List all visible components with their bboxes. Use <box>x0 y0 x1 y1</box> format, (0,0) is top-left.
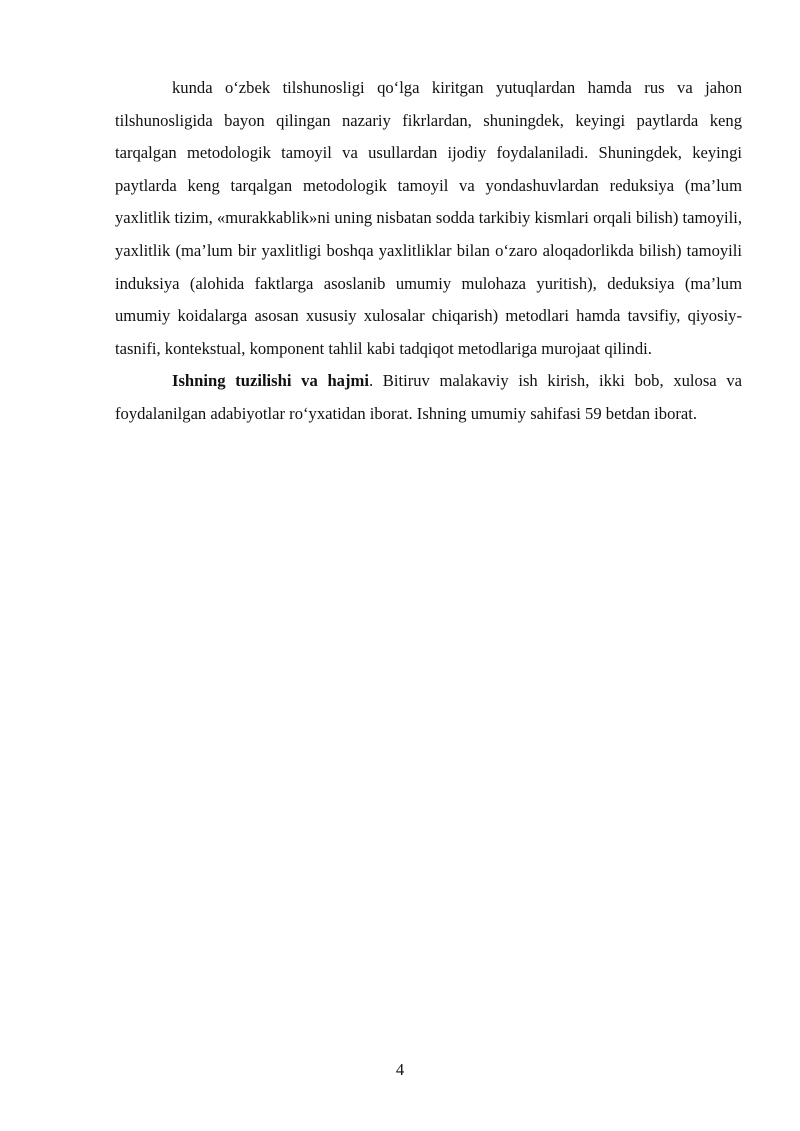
document-body <box>115 72 742 431</box>
paragraph-structure <box>115 365 742 430</box>
page-number: 4 <box>395 1060 405 1079</box>
section-heading-structure: Ishning tuzilishi va hajmi <box>172 371 369 391</box>
paragraph-methodology: kunda o‘zbek tilshunosligi qo‘lga kiritgan yutuqlardan hamda rus va jahon tilshunosligida bayon qilingan nazariy fikrlardan, shuningdek, keyingi paytlarda keng tarqalgan metodologik tamoyil va usullardan ijodiy foydalaniladi. Shuningdek, keyingi paytlarda keng tarqalgan metodologik tamoyil va yondashuvlardan reduksiya (ma’lum yaxlitlik tizim, «murakkablik»ni uning nisbatan sodda tarkibiy kismlari orqali bilish) tamoyili, yaxlitlik (ma’lum bir yaxlitligi boshqa yaxlitliklar bilan o‘zaro aloqadorlikda bilish) tamoyili induksiya (alohida faktlarga asoslanib umumiy mulohaza yuritish), deduksiya (ma’lum umumiy koidalarga asosan xususiy xulosalar chiqarish) metodlari hamda tavsifiy, qiyosiy-tasnifi, kontekstual, komponent tahlil kabi tadqiqot metodlariga murojaat qilindi. <box>115 78 742 358</box>
paragraph-structure-text: . Bitiruv malakaviy ish kirish, ikki bob, xulosa va foydalanilgan adabiyotlar ro‘yxatidan iborat. Ishning umumiy sahifasi 59 betdan iborat. <box>115 371 743 423</box>
